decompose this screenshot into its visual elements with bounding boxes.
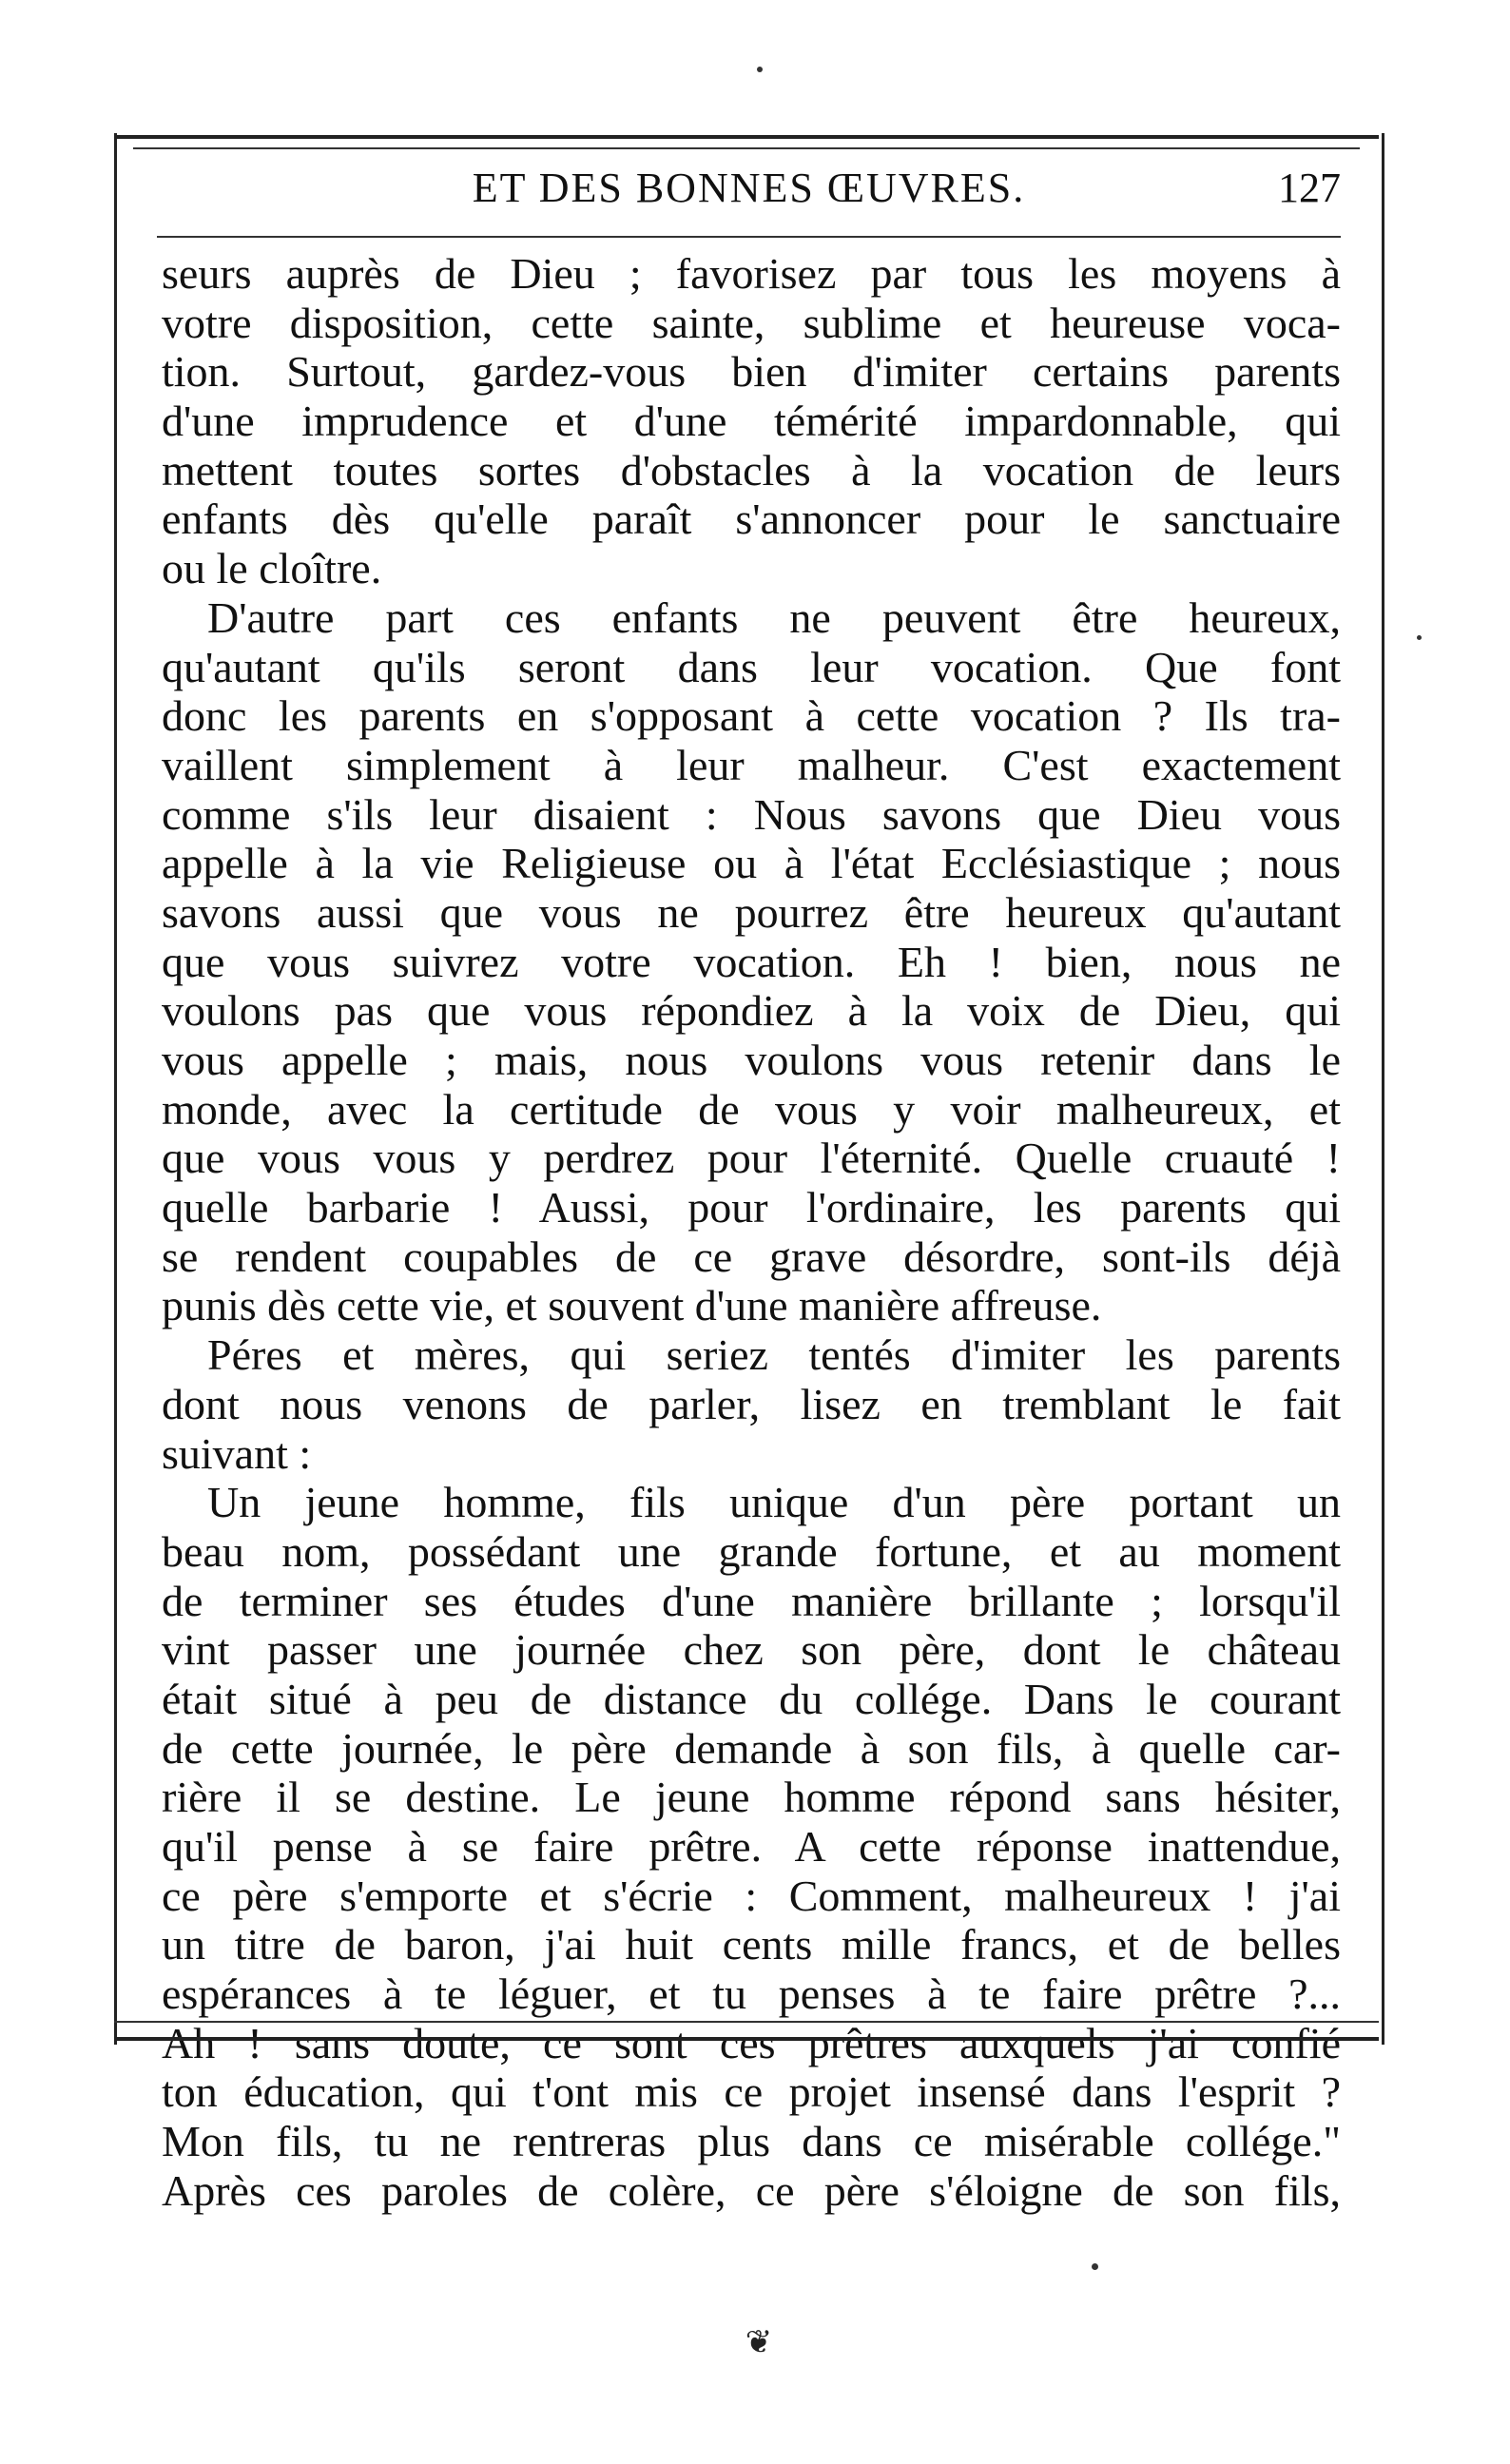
text-line: ton éducation, qui t'ont mis ce projet insensé dans l'esprit ? [162, 2067, 1341, 2117]
header-rule [157, 236, 1341, 238]
text-line: vous appelle ; mais, nous voulons vous retenir dans le [162, 1036, 1341, 1084]
text-line: ou le cloître. [162, 544, 382, 593]
text-line: beau nom, possédant une grande fortune, et au moment [162, 1526, 1341, 1576]
text-line: D'autre part ces enfants ne peuvent être heureux, [207, 592, 1341, 642]
text-line: que vous vous y perdrez pour l'éternité. Quelle cruauté ! [162, 1134, 1341, 1183]
text-line: monde, avec la certitude de vous y voir malheureux, et [162, 1084, 1341, 1134]
top-inner-rule [133, 147, 1360, 149]
text-line: Péres et mères, qui seriez tentés d'imiter les parents [207, 1330, 1341, 1380]
bottom-rule [114, 2021, 1379, 2023]
text-line: vaillent simplement à leur malheur. C'est exactement [162, 740, 1341, 789]
text-line: se rendent coupables de ce grave désordre, sont-ils déjà [162, 1232, 1341, 1281]
text-line: Un jeune homme, fils unique d'un père portant un [207, 1478, 1341, 1527]
running-head [157, 164, 1341, 221]
text-line: quelle barbarie ! Aussi, pour l'ordinaire, les parents qui [162, 1183, 1341, 1232]
text-line: comme s'ils leur disaient : Nous savons que Dieu vous [162, 789, 1341, 839]
text-line: seurs auprès de Dieu ; favorisez par tous les moyens à [162, 249, 1341, 298]
text-line: tion. Surtout, gardez-vous bien d'imiter certains parents [162, 347, 1341, 397]
body-text [162, 249, 1341, 2216]
running-title: ET DES BONNES ŒUVRES. [472, 165, 1026, 211]
ink-speck [757, 67, 763, 72]
text-line: mettent toutes sortes d'obstacles à la vocation de leurs [162, 445, 1341, 495]
text-line: d'une imprudence et d'une témérité impardonnable, qui [162, 397, 1341, 446]
text-line: qu'autant qu'ils seront dans leur vocation. Que font [162, 642, 1341, 691]
text-line: Mon fils, tu ne rentreras plus dans ce misérable collége." [162, 2117, 1341, 2166]
text-line: espérances à te léguer, et tu penses à te faire prêtre ?... [162, 1969, 1341, 2019]
text-line: était situé à peu de distance du collége. Dans le courant [162, 1674, 1341, 1723]
text-line: enfants dès qu'elle paraît s'annoncer pour le sanctuaire [162, 495, 1341, 544]
text-line: qu'il pense à se faire prêtre. A cette réponse inattendue, [162, 1822, 1341, 1871]
text-line: donc les parents en s'opposant à cette vocation ? Ils tra- [162, 691, 1341, 741]
text-line: voulons pas que vous répondiez à la voix de Dieu, qui [162, 986, 1341, 1036]
page-number: 127 [1278, 165, 1341, 211]
text-line: suivant : [162, 1428, 312, 1478]
text-line: ce père s'emporte et s'écrie : Comment, malheureux ! j'ai [162, 1871, 1341, 1920]
text-line: rière il se destine. Le jeune homme répond sans hésiter, [162, 1773, 1341, 1822]
ornament-icon: ❦ [745, 2323, 773, 2361]
ink-speck [1092, 2263, 1098, 2270]
top-rule [114, 135, 1379, 139]
text-line: punis dès cette vie, et souvent d'une manière affreuse. [162, 1281, 1102, 1330]
text-line: appelle à la vie Religieuse ou à l'état Ecclésiastique ; nous [162, 839, 1341, 888]
bottom-outer-rule [114, 2037, 1379, 2041]
text-line: que vous suivrez votre vocation. Eh ! bien, nous ne [162, 937, 1341, 986]
ink-speck [1417, 635, 1422, 640]
text-line: de terminer ses études d'une manière brillante ; lorsqu'il [162, 1576, 1341, 1625]
text-line: votre disposition, cette sainte, sublime et heureuse voca- [162, 298, 1341, 347]
text-line: un titre de baron, j'ai huit cents mille francs, et de belles [162, 1920, 1341, 1969]
text-line: dont nous venons de parler, lisez en tremblant le fait [162, 1379, 1341, 1428]
text-line: Ah ! sans doute, ce sont ces prêtres auxquels j'ai confié [162, 2018, 1341, 2067]
text-line: Après ces paroles de colère, ce père s'éloigne de son fils, [162, 2165, 1341, 2215]
text-line: de cette journée, le père demande à son fils, à quelle car- [162, 1723, 1341, 1773]
text-line: vint passer une journée chez son père, dont le château [162, 1625, 1341, 1675]
text-line: savons aussi que vous ne pourrez être heureux qu'autant [162, 887, 1341, 937]
